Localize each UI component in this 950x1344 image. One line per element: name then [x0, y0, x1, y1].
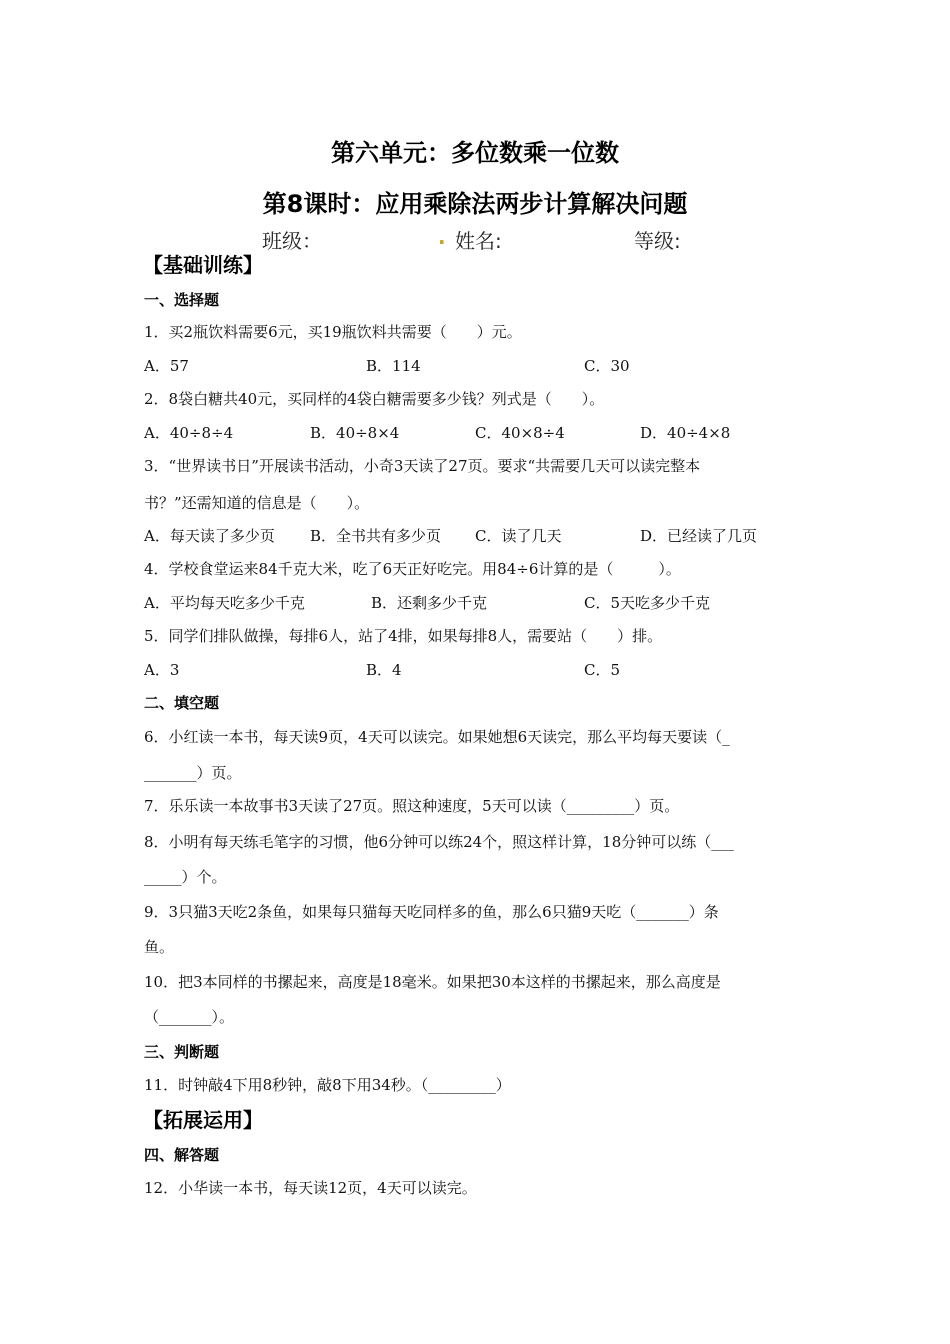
q1-option-c: C．30 [584, 357, 630, 375]
q4-option-c: C．5天吃多少千克 [584, 594, 711, 612]
q3-option-a: A．每天读了多少页 [144, 527, 275, 545]
section-true-false: 三、判断题 [144, 1043, 220, 1061]
question-10-line-2: （_______）。 [144, 1008, 235, 1026]
q5-option-a: A．3 [144, 661, 180, 679]
q3-option-c: C．读了几天 [475, 527, 562, 545]
question-8-line-1: 8．小明有每天练毛笔字的习惯，他6分钟可以练24个，照这样计算，18分钟可以练（___ [144, 833, 734, 851]
question-9-line-2: 鱼。 [144, 938, 175, 956]
q2-option-b: B．40÷8×4 [310, 424, 400, 442]
question-6-line-2: _______）页。 [144, 764, 242, 782]
q1-option-b: B．114 [366, 357, 421, 375]
part-basic-heading: 【基础训练】 [143, 253, 263, 277]
question-12: 12．小华读一本书，每天读12页，4天可以读完。 [144, 1179, 477, 1197]
question-11: 11．时钟敲4下用8秒钟，敲8下用34秒。（_________） [144, 1076, 511, 1094]
question-3-line-2: 书？”还需知道的信息是（ ）。 [144, 494, 370, 512]
section-fill-blank: 二、填空题 [144, 694, 220, 712]
question-2: 2．8袋白糖共40元，买同样的4袋白糖需要多少钱？列式是（ ）。 [144, 390, 605, 408]
question-3-line-1: 3．“世界读书日”开展读书活动，小奇3天读了27页。要求“共需要几天可以读完整本 [144, 457, 701, 475]
question-5: 5．同学们排队做操，每排6人，站了4排，如果每排8人，需要站（ ）排。 [144, 627, 663, 645]
q5-option-b: B．4 [366, 661, 402, 679]
question-10-line-1: 10．把3本同样的书摞起来，高度是18毫米。如果把30本这样的书摞起来，那么高度是 [144, 973, 721, 991]
unit-title: 第六单元：多位数乘一位数 [331, 139, 619, 167]
class-label: 班级： [262, 229, 322, 253]
grade-label: 等级: [634, 229, 681, 253]
q3-option-b: B．全书共有多少页 [310, 527, 442, 545]
name-label: 姓名: [455, 229, 502, 253]
question-1: 1．买2瓶饮料需要6元，买19瓶饮料共需要（ ）元。 [144, 323, 522, 341]
section-answer: 四、解答题 [144, 1146, 220, 1164]
lesson-title: 第8课时：应用乘除法两步计算解决问题 [262, 190, 688, 218]
q2-option-c: C．40×8÷4 [475, 424, 565, 442]
question-8-line-2: _____）个。 [144, 868, 227, 886]
question-6-line-1: 6．小红读一本书，每天读9页，4天可以读完。如果她想6天读完，那么平均每天要读（_ [144, 728, 730, 746]
q3-option-d: D．已经读了几页 [640, 527, 758, 545]
separator-dot: . [438, 225, 446, 249]
q4-option-b: B．还剩多少千克 [371, 594, 488, 612]
part-extended-heading: 【拓展运用】 [143, 1108, 263, 1132]
section-choice: 一、选择题 [144, 291, 220, 309]
q5-option-c: C．5 [584, 661, 621, 679]
q2-option-d: D．40÷4×8 [640, 424, 731, 442]
question-7: 7．乐乐读一本故事书3天读了27页。照这种速度，5天可以读（_________）页。 [144, 797, 680, 815]
q2-option-a: A．40÷8÷4 [144, 424, 234, 442]
q4-option-a: A．平均每天吃多少千克 [144, 594, 305, 612]
q1-option-a: A．57 [144, 357, 189, 375]
question-4: 4．学校食堂运来84千克大米，吃了6天正好吃完。用84÷6计算的是（ ）。 [144, 560, 681, 578]
question-9-line-1: 9．3只猫3天吃2条鱼，如果每只猫每天吃同样多的鱼，那么6只猫9天吃（_______）条 [144, 903, 719, 921]
